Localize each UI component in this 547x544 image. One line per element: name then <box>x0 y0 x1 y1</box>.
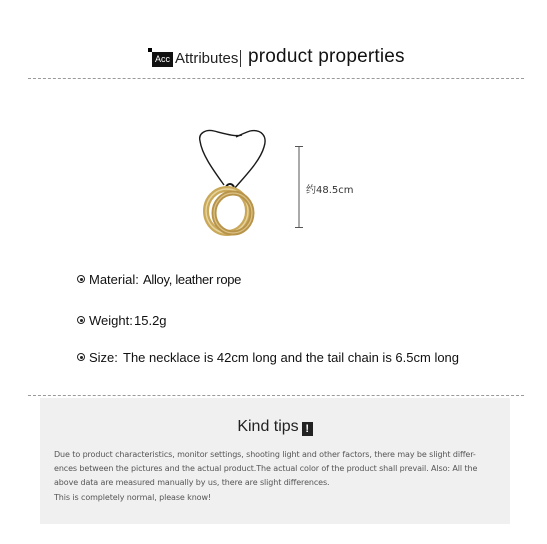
tips-line: Due to product characteristics, monitor settings, shooting light and other factors, there may be slight differ- <box>54 450 476 459</box>
section-header <box>0 44 547 74</box>
acc-badge: Acc <box>152 52 173 67</box>
dimension-marker <box>294 146 304 228</box>
bullet-icon <box>77 316 85 324</box>
property-key: Size: <box>89 350 118 365</box>
tips-title <box>40 418 510 436</box>
tips-title-text: Kind tips <box>237 418 299 435</box>
property-value: Alloy, leather rope <box>143 272 242 287</box>
property-value: The necklace is 42cm long and the tail chain is 6.5cm long <box>123 350 460 365</box>
dimension-label: 约48.5cm <box>306 185 354 196</box>
product-image <box>190 125 270 245</box>
page-title: product properties <box>248 46 405 67</box>
exclamation-icon: ! <box>302 422 313 436</box>
property-key: Weight: <box>89 313 133 328</box>
bullet-icon <box>77 275 85 283</box>
bullet-icon <box>77 353 85 361</box>
dashed-divider-top <box>28 78 524 79</box>
tips-line: This is completely normal, please know! <box>54 493 212 502</box>
header-separator <box>240 50 241 67</box>
tips-line: above data are measured manually by us, there are slight differences. <box>54 478 330 487</box>
property-value: 15.2g <box>134 313 167 328</box>
property-key: Material: <box>89 272 139 287</box>
attributes-label: Attributes <box>175 50 239 67</box>
dashed-divider-middle <box>28 395 524 396</box>
tips-line: ences between the pictures and the actual product.The actual color of the product shall prevail. Also: All the <box>54 464 478 473</box>
kind-tips-panel <box>40 398 510 524</box>
